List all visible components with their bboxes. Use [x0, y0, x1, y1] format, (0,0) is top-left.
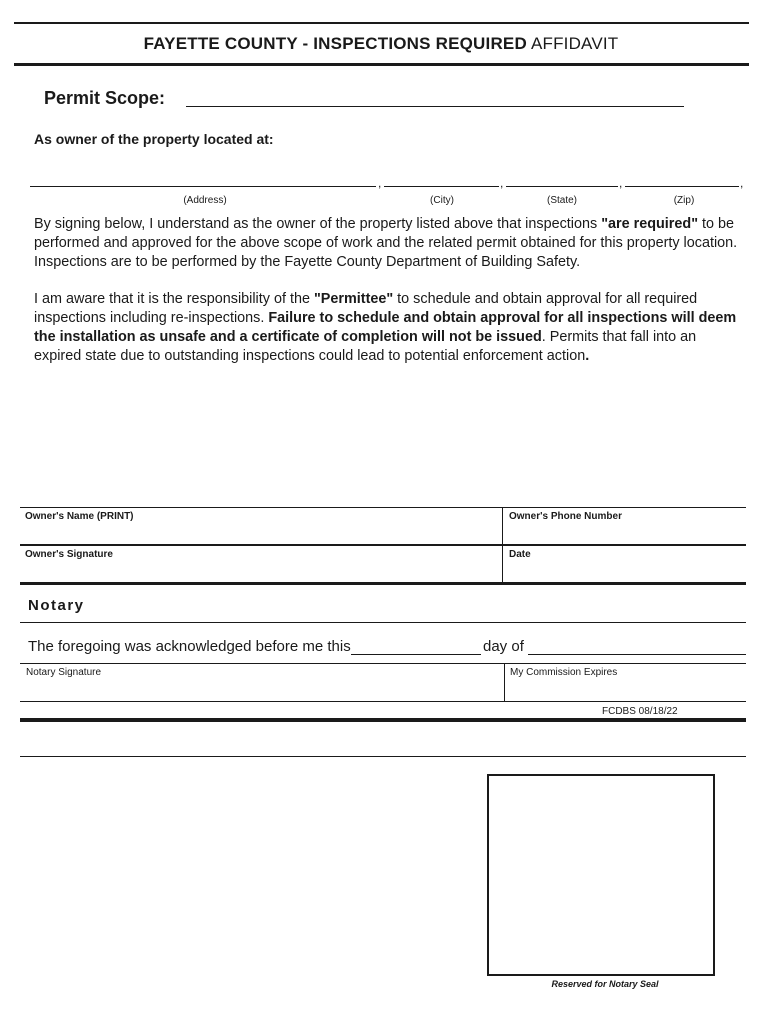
zip-caption: (Zip) [673, 195, 695, 206]
owner-table-top-rule [20, 507, 746, 508]
zip-separator: , [740, 176, 744, 190]
acknowledgement-text-a: The foregoing was acknowledged before me this [28, 638, 351, 655]
permit-scope-field[interactable] [186, 106, 684, 107]
form-title [14, 34, 748, 54]
form-title-regular: AFFIDAVIT [530, 34, 619, 53]
owner-table-middle-rule [20, 544, 746, 546]
permittee-responsibility-paragraph [34, 290, 744, 366]
paragraph2-emphasis-warning: Failure to schedule and obtain approval for all inspections will deem the installation as unsafe and a certificate of completion will not be issued [34, 310, 737, 345]
state-separator: , [619, 176, 623, 190]
paragraph1-text-a: By signing below, I understand as the owner of the property listed above that inspections [34, 216, 602, 232]
city-caption: (City) [430, 195, 454, 206]
separator-rule [20, 756, 746, 757]
notary-seal-box [487, 774, 715, 976]
notary-heading: Notary [28, 597, 85, 614]
paragraph1-emphasis: "are required" [601, 216, 699, 232]
notary-table-top-rule [20, 663, 746, 664]
paragraph1-text-b: to be performed and approved for the above scope of work and the related permit obtained for this property location. Inspections are to be performed by the Fayette County Department of Building Safety. [34, 216, 738, 270]
acknowledgement-month-field[interactable] [528, 654, 746, 655]
property-intro: As owner of the property located at: [34, 131, 274, 147]
acknowledgement-line [28, 638, 351, 655]
permit-scope-label: Permit Scope: [44, 88, 166, 108]
paragraph2-text-b: to schedule and obtain approval for all required inspections including re-inspections. [34, 291, 698, 326]
notary-seal-caption: Reserved for Notary Seal [551, 979, 659, 989]
acknowledgement-day-field[interactable] [351, 654, 481, 655]
paragraph2-text-c: . Permits that fall into an expired state due to outstanding inspections could lead to potential enforcement action [34, 329, 697, 364]
address-separator: , [378, 176, 382, 190]
owner-signature-field[interactable]: Owner's Signature [25, 549, 113, 560]
zip-field[interactable] [625, 186, 739, 187]
notary-table-bottom-rule [20, 701, 746, 702]
state-field[interactable] [506, 186, 618, 187]
state-caption: (State) [546, 195, 577, 206]
city-field[interactable] [384, 186, 499, 187]
paragraph2-emphasis-permittee: "Permittee" [313, 291, 394, 307]
notary-signature-field[interactable]: Notary Signature [26, 667, 102, 678]
form-bottom-thick-rule [20, 718, 746, 722]
notary-heading-rule [20, 622, 746, 623]
form-title-bold: FAYETTE COUNTY - INSPECTIONS REQUIRED [143, 34, 527, 53]
owner-table-bottom-rule [20, 582, 746, 585]
commission-expires-field[interactable]: My Commission Expires [510, 667, 618, 678]
owner-table-divider [502, 507, 503, 583]
city-separator: , [500, 176, 504, 190]
owner-acknowledgement-paragraph [34, 215, 744, 272]
owner-name-field[interactable]: Owner's Name (PRINT) [25, 511, 134, 522]
address-caption: (Address) [183, 195, 227, 206]
notary-table-divider [504, 663, 505, 701]
owner-date-field[interactable]: Date [509, 549, 531, 560]
address-field[interactable] [30, 186, 376, 187]
owner-phone-field[interactable]: Owner's Phone Number [509, 511, 622, 522]
header-bottom-rule [14, 63, 749, 66]
paragraph2-period: . [585, 348, 590, 364]
acknowledgement-text-b: day of [483, 638, 524, 655]
form-code: FCDBS 08/18/22 [602, 706, 678, 717]
paragraph2-text-a: I am aware that it is the responsibility of the [34, 291, 314, 307]
header-top-rule [14, 22, 749, 24]
